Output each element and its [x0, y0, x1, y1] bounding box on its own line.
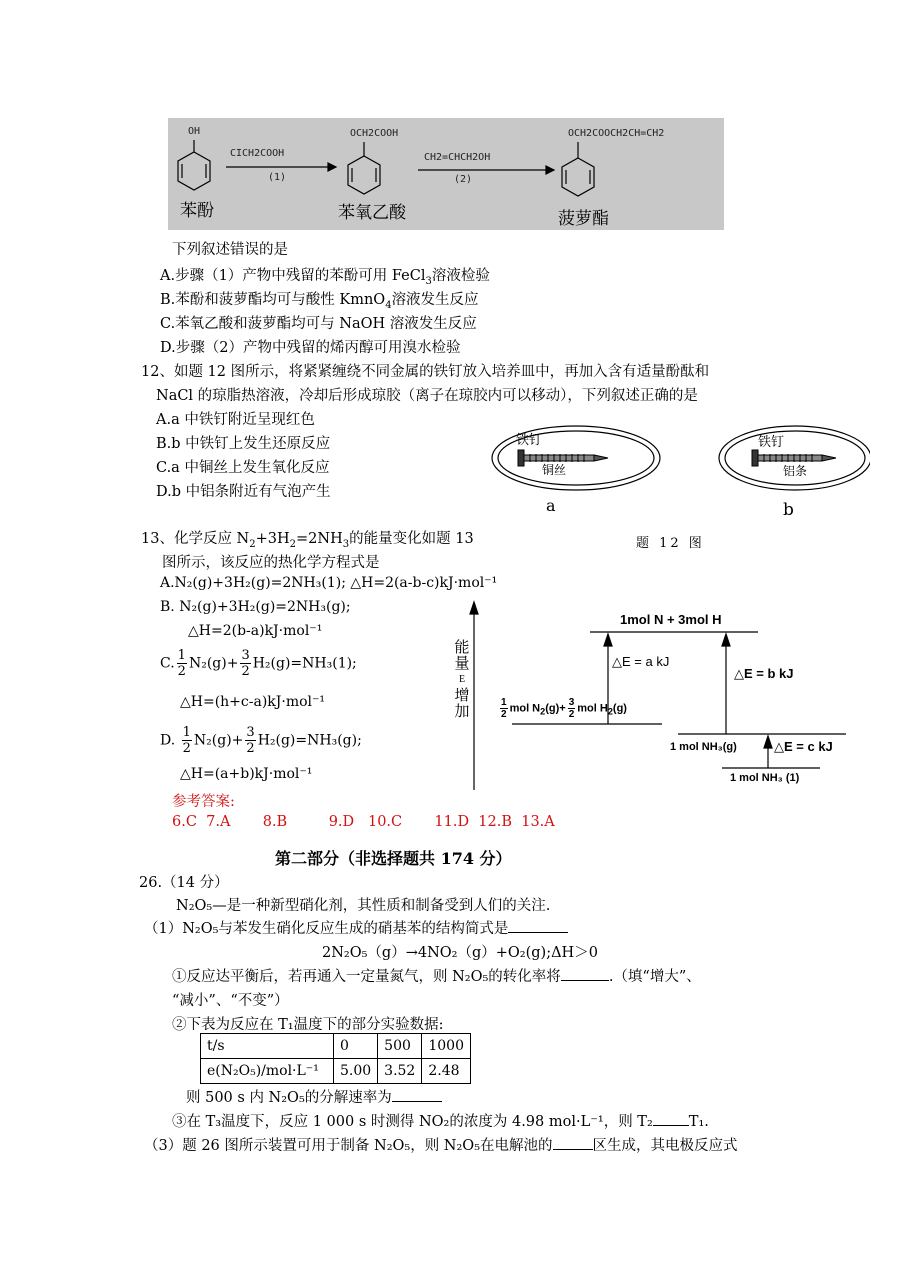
table-row — [201, 1059, 471, 1084]
experiment-data-table — [200, 1033, 471, 1084]
label-reactants: $\frac{1}{2}$ mol $N_2(g)+$ $\frac{3}{2}$ mol $H_2(g)$ — [501, 697, 627, 720]
q13-option-d-line1: D. $\frac{1}{2}$ N₂(g)+ $\frac{3}{2}$ H₂(g)=NH₃(g); — [160, 725, 362, 756]
q12-option-d: D.b 中铝条附近有气泡产生 — [156, 484, 331, 500]
table-cell: 3.52 — [378, 1059, 422, 1084]
label-nh3-liquid: 1 mol NH₃ (1) — [730, 772, 800, 784]
q26-q1-line1: ①反应达平衡后，若再通入一定量氮气，则 N₂O₅的转化率将 .（填“增大”、 — [172, 969, 701, 985]
q11-option-a: A.步骤（1）产物中残留的苯酚可用 FeCl$_3$溶液检验 — [160, 268, 490, 287]
benzene-ring-acid — [348, 156, 380, 194]
q12-stem-line1: 12、如题 12 图所示，将紧紧缠绕不同金属的铁钉放入培养皿中，再加入含有适量酚酞和 — [141, 364, 710, 380]
q13-option-a: A.N₂(g)+3H₂(g)=2NH₃(1); △H=2(a-b-c)kJ·mol⁻¹ — [160, 575, 498, 591]
q13-stem-line1: 13、化学反应 $N_2+3H_2=2NH_3$的能量变化如题 13 — [141, 531, 474, 550]
phenol-name: 苯酚 — [180, 201, 214, 221]
reaction-scheme-figure — [168, 118, 724, 230]
q11-stem: 下列叙述错误的是 — [172, 242, 288, 258]
fig-b-nail-label: 铁钉 — [758, 434, 785, 449]
q12-option-c: C.a 中铜丝上发生氧化反应 — [156, 460, 330, 476]
table-cell: 500 — [378, 1034, 422, 1059]
fig-12-caption: 题 12 图 — [636, 536, 705, 551]
table-cell: t/s — [201, 1034, 334, 1059]
energy-axis-label: 能 量 E 增 加 — [454, 640, 470, 720]
q11-option-c: C.苯氧乙酸和菠萝酯均可与 NaOH 溶液发生反应 — [160, 316, 477, 332]
q11-option-b: B.苯酚和菠萝酯均可与酸性 KmnO$_4$溶液发生反应 — [160, 292, 479, 311]
q12-option-a: A.a 中铁钉附近呈现红色 — [156, 412, 315, 428]
acid-substituent: OCH2COOH — [350, 128, 399, 139]
q12-stem-line2: NaCl 的琼脂热溶液，冷却后形成琼胶（离子在琼胶内可以移动），下列叙述正确的是 — [156, 388, 698, 404]
q26-intro: N₂O₅—是一种新型硝化剂，其性质和制备受到人们的关注. — [176, 898, 551, 914]
fig-a-wire-label: 铜丝 — [542, 463, 567, 477]
step-2-label: (2) — [454, 174, 473, 185]
q13-option-c-line1: C. $\frac{1}{2}$ N₂(g)+ $\frac{3}{2}$ H₂(g)=NH₃(1); — [160, 648, 357, 679]
label-dE-c: △E = c kJ — [774, 739, 833, 754]
label-dE-a: △E = a kJ — [612, 654, 670, 669]
answers-label: 参考答案: — [172, 794, 235, 810]
reagent-2: CH2=CHCH2OH — [424, 152, 491, 163]
table-cell: 1000 — [422, 1034, 471, 1059]
q11-option-d: D.步骤（2）产物中残留的烯丙醇可用溴水检验 — [160, 340, 461, 356]
fig-b-wire-label: 铝条 — [783, 464, 808, 478]
fig-b-label: b — [783, 500, 794, 520]
answers-values: 6.C 7.A 8.B 9.D 10.C 11.D 12.B 13.A — [172, 814, 555, 830]
q13-option-b-line1: B. N₂(g)+3H₂(g)=2NH₃(g); — [160, 599, 351, 615]
table-cell: 5.00 — [334, 1059, 378, 1084]
q26-equation: 2N₂O₅（g）→4NO₂（g）+O₂(g);ΔH＞0 — [322, 945, 598, 961]
q13-option-c-line2: △H=(h+c-a)kJ·mol⁻¹ — [180, 694, 326, 710]
label-nh3-gas: 1 mol NH₃(g) — [670, 741, 737, 753]
ester-substituent: OCH2COOCH2CH=CH2 — [568, 128, 665, 139]
q13-option-d-line2: △H=(a+b)kJ·mol⁻¹ — [180, 766, 313, 782]
q12-option-b: B.b 中铁钉上发生还原反应 — [156, 436, 331, 452]
q26-q1-line2: “减小”、“不变”） — [172, 993, 289, 1009]
q13-stem-line2: 图所示，该反应的热化学方程式是 — [162, 555, 380, 571]
fig-a-nail-label: 铁钉 — [516, 432, 543, 447]
table-header-row — [201, 1034, 471, 1059]
q26-q3: ③在 T₃温度下，反应 1 000 s 时测得 NO₂的浓度为 4.98 mol·L⁻¹，则 T₂ T₁. — [172, 1114, 709, 1130]
q26-head: 26.（14 分） — [139, 875, 229, 891]
q26-part1: （1）N₂O₅与苯发生硝化反应生成的硝基苯的结构简式是 — [144, 917, 568, 938]
step-1-label: (1) — [268, 172, 287, 183]
acid-name: 苯氧乙酸 — [338, 203, 406, 223]
q26-q2: ②下表为反应在 T₁温度下的部分实验数据: — [172, 1017, 444, 1033]
ester-name: 菠萝酯 — [558, 209, 609, 229]
phenol-substituent: OH — [188, 126, 201, 137]
q26-part3: （3）题 26 图所示装置可用于制备 N₂O₅，则 N₂O₅在电解池的 区生成，其电极反应式 — [144, 1138, 738, 1154]
q26-q2-rate: 则 500 s 内 N₂O₅的分解速率为 — [186, 1086, 442, 1107]
table-cell: 0 — [334, 1034, 378, 1059]
reagent-1: CICH2COOH — [230, 148, 285, 159]
fig-a-label: a — [546, 496, 556, 515]
benzene-ring-ester — [562, 158, 594, 196]
table-cell: e(N₂O₅)/mol·L⁻¹ — [201, 1059, 334, 1084]
label-dE-b: △E = b kJ — [734, 666, 794, 681]
q13-option-b-line2: △H=2(b-a)kJ·mol⁻¹ — [188, 623, 323, 639]
benzene-ring-phenol — [178, 152, 210, 190]
part-2-title: 第二部分（非选择题共 174 分） — [275, 849, 512, 868]
label-top-level: 1mol N + 3mol H — [620, 612, 722, 627]
table-cell: 2.48 — [422, 1059, 471, 1084]
